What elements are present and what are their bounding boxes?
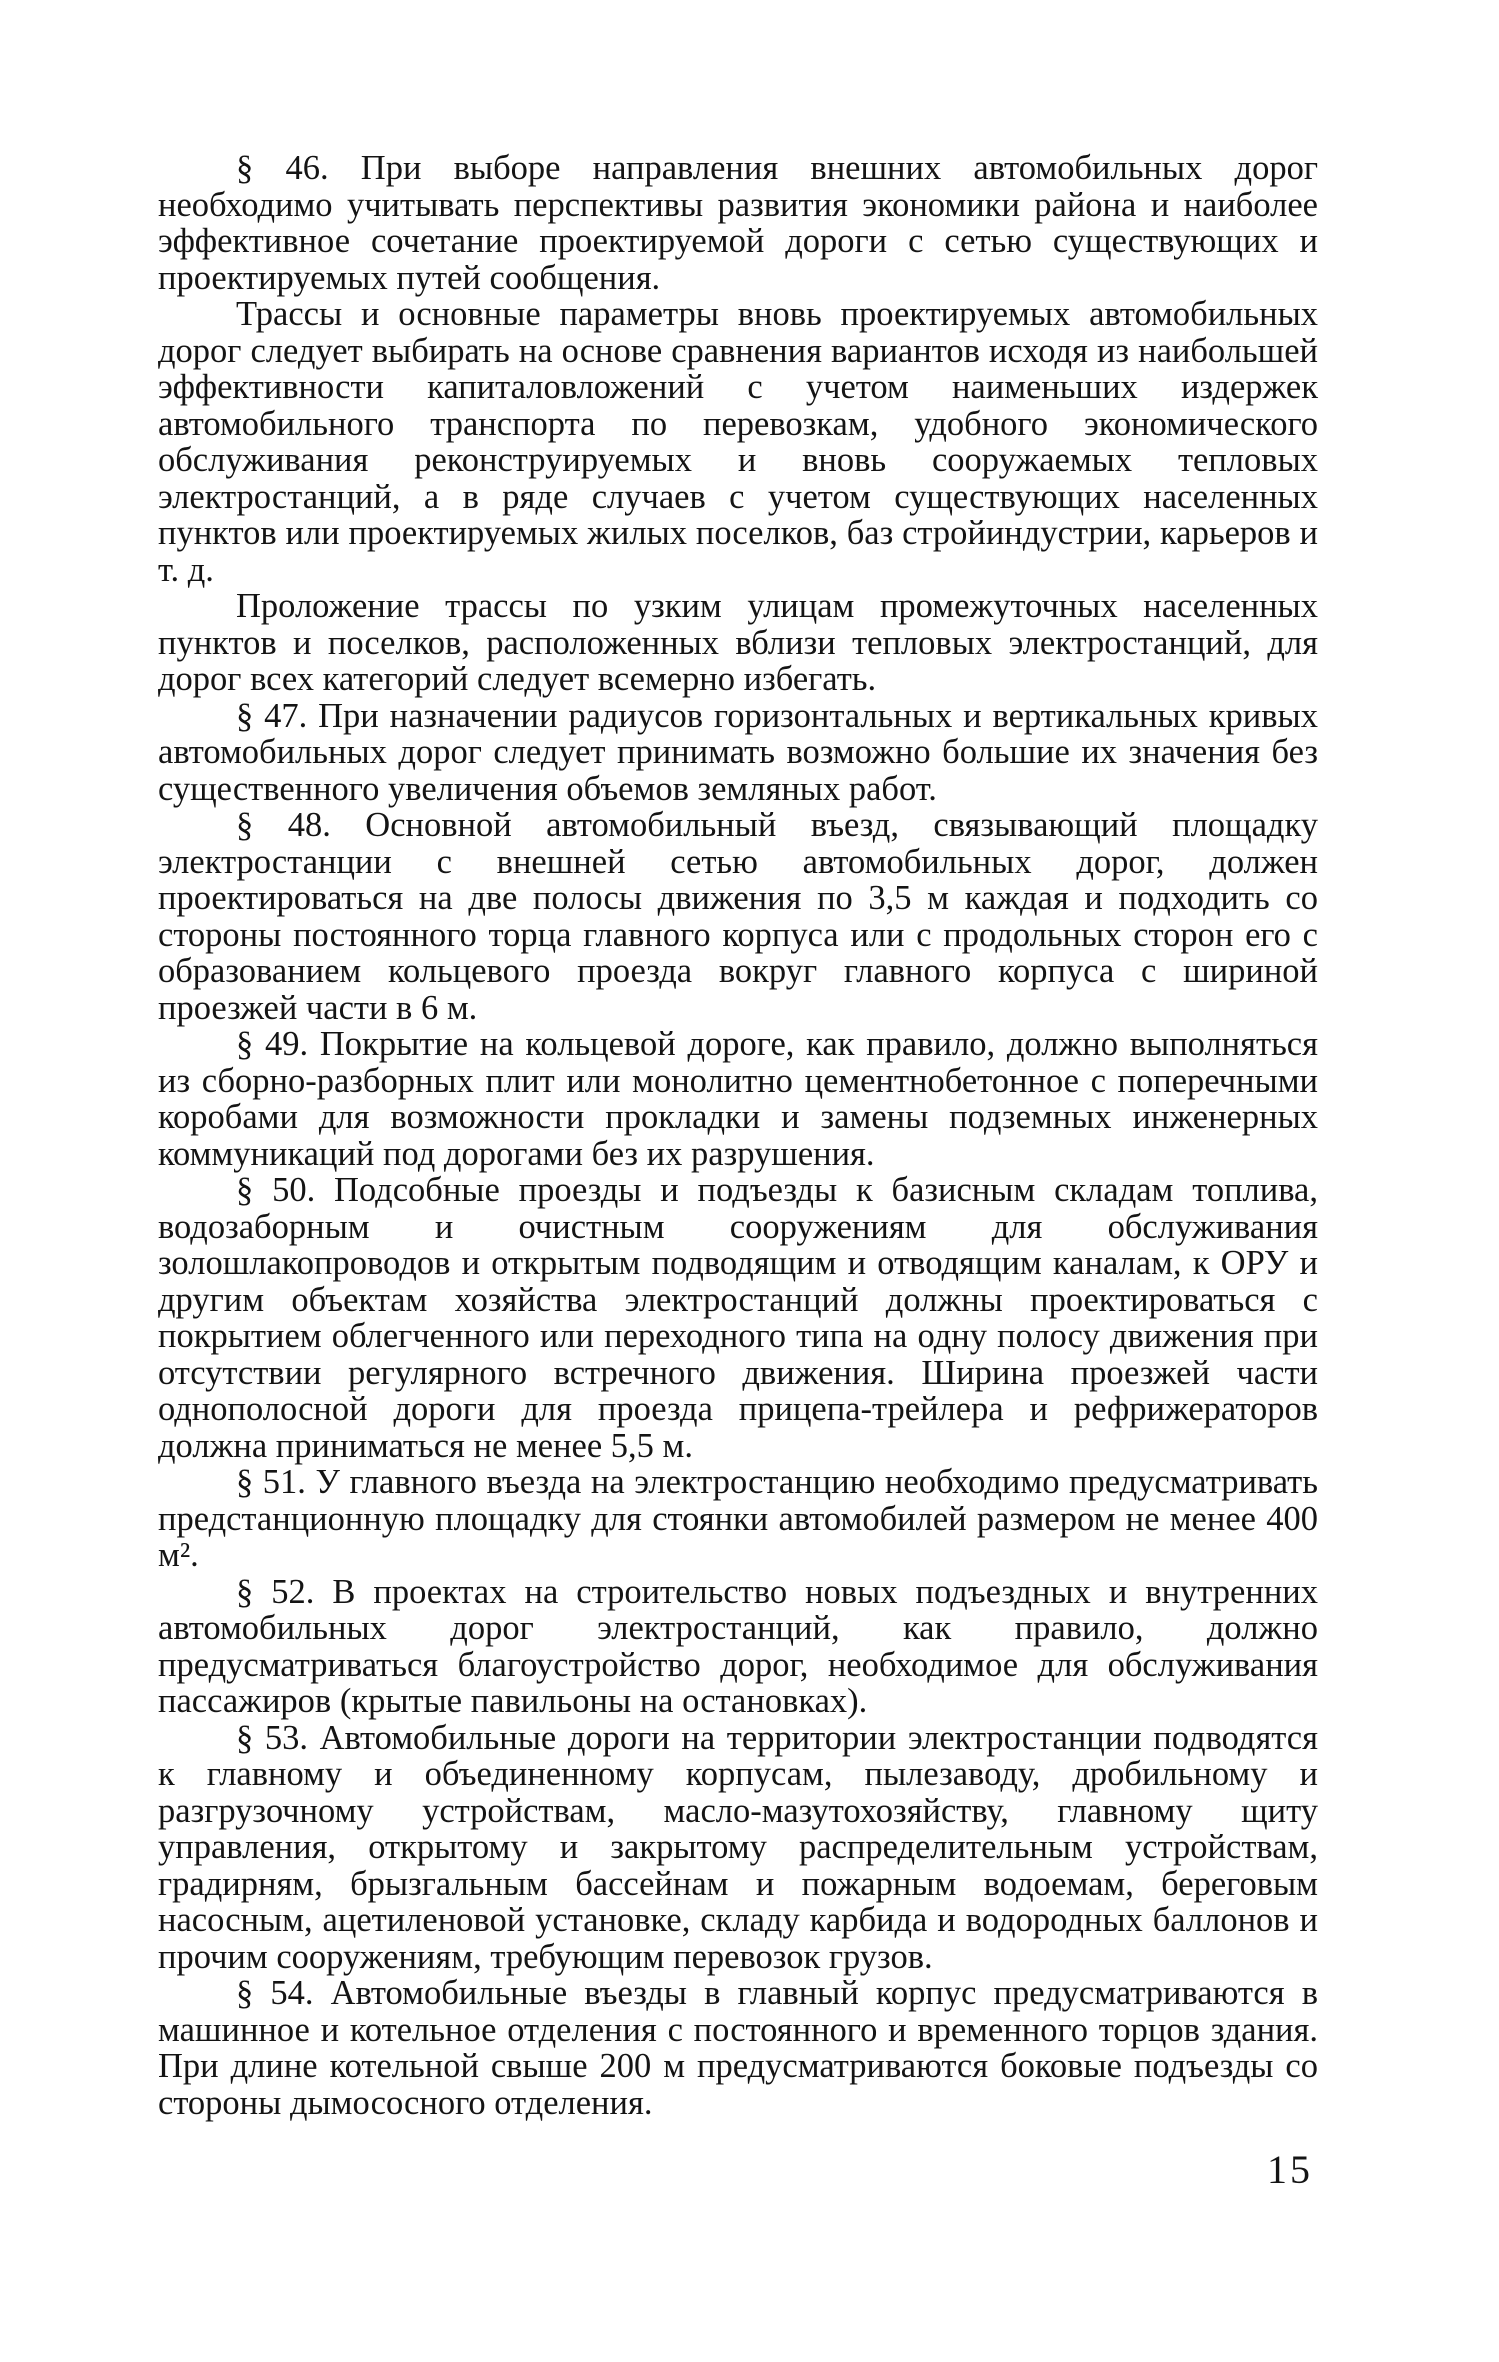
paragraph-section-50: § 50. Подсобные проезды и подъезды к базисным складам топлива, водозаборным и очистным сооружениям для обслуживания золошлакопроводов и открытым подводящим и отводящим каналам, к ОРУ и другим объектам хозяйства электростанций должны проектироваться с покрытием облегченного или переходного типа на одну полосу движения при отсутствии регулярного встречного движения. Ширина проезжей части однополосной дороги для проезда прицепа-трейлера и рефрижераторов должна приниматься не менее 5,5 м.	[158, 1171, 1318, 1465]
paragraph-section-51: § 51. У главного въезда на электростанцию необходимо предусматривать предстанционную площадку для стоянки автомобилей размером не менее 400 м².	[158, 1463, 1318, 1574]
page-number: 15	[1267, 2147, 1313, 2192]
paragraph-section-52: § 52. В проектах на строительство новых подъездных и внутренних автомобильных дорог электростанций, как правило, должно предусматриваться благоустройство дорог, необходимое для обслуживания пассажиров (крытые павильоны на остановках).	[158, 1572, 1318, 1720]
paragraph-narrow-streets: Проложение трассы по узким улицам промежуточных населенных пунктов и поселков, расположенных вблизи тепловых электростанций, для дорог всех категорий следует всемерно избегать.	[158, 587, 1318, 698]
paragraph-section-53: § 53. Автомобильные дороги на территории электростанции подводятся к главному и объединенному корпусам, пылезаводу, дробильному и разгрузочному устройствам, масло-мазутохозяйству, главному щиту управления, открытому и закрытому распределительным устройствам, градирням, брызгальным бассейнам и пожарным водоемам, береговым насосным, ацетиленовой установке, складу карбида и водородных баллонов и прочим сооружениям, требующим перевозок грузов.	[158, 1718, 1318, 1976]
page-body	[158, 150, 1318, 2121]
paragraph-section-49: § 49. Покрытие на кольцевой дороге, как правило, должно выполняться из сборно-разборных плит или монолитно цементнобетонное с поперечными коробами для возможности прокладки и замены подземных инженерных коммуникаций под дорогами без их разрушения.	[158, 1025, 1318, 1173]
paragraph-section-54: § 54. Автомобильные въезды в главный корпус предусматриваются в машинное и котельное отделения с постоянного и временного торцов здания. При длине котельной свыше 200 м предусматриваются боковые подъезды со стороны дымососного отделения.	[158, 1974, 1318, 2122]
paragraph-section-47: § 47. При назначении радиусов горизонтальных и вертикальных кривых автомобильных дорог следует принимать возможно большие их значения без существенного увеличения объемов земляных работ.	[158, 696, 1318, 808]
paragraph-section-48: § 48. Основной автомобильный въезд, связывающий площадку электростанции с внешней сетью автомобильных дорог, должен проектироваться на две полосы движения по 3,5 м каждая и подходить со стороны постоянного торца главного корпуса или с продольных сторон его с образованием кольцевого проезда вокруг главного корпуса с шириной проезжей части в 6 м.	[158, 806, 1318, 1027]
paragraph-section-46: § 46. При выборе направления внешних автомобильных дорог необходимо учитывать перспективы развития экономики района и наиболее эффективное сочетание проектируемой дороги с сетью существующих и проектируемых путей сообщения.	[158, 149, 1318, 297]
paragraph-route-parameters: Трассы и основные параметры вновь проектируемых автомобильных дорог следует выбирать на основе сравнения вариантов исходя из наибольшей эффективности капиталовложений с учетом наименьших издержек автомобильного транспорта по перевозкам, удобного экономического обслуживания реконструируемых и вновь сооружаемых тепловых электростанций, а в ряде случаев с учетом существующих населенных пунктов или проектируемых жилых поселков, баз стройиндустрии, карьеров и т. д.	[158, 295, 1318, 589]
